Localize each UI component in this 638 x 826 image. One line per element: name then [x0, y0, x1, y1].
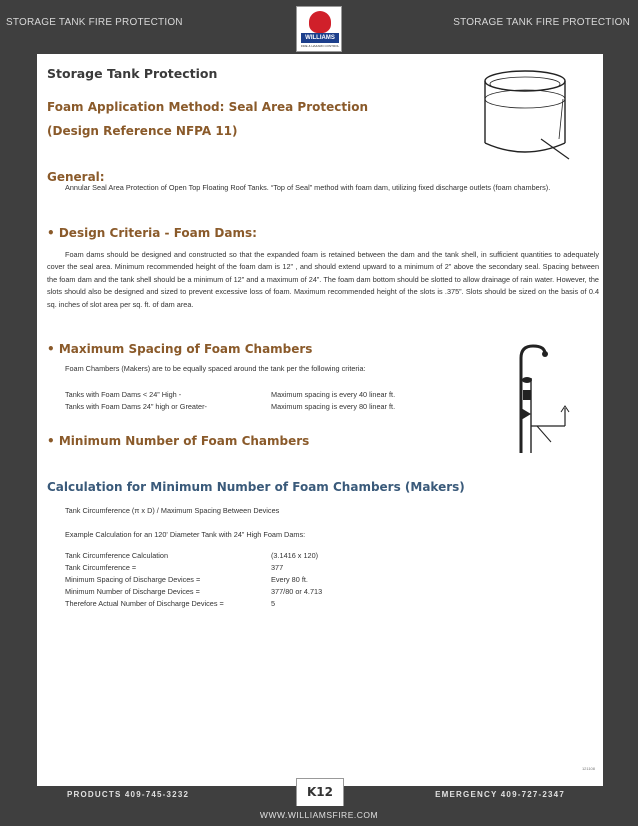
spacing-row-label: Tanks with Foam Dams < 24” High - [65, 390, 182, 399]
page-number: K12 [307, 785, 333, 799]
calc-row-value: Every 80 ft. [271, 575, 308, 584]
page-number-box [296, 778, 344, 806]
logo-text: WILLIAMS [305, 35, 335, 41]
williams-logo [296, 6, 342, 52]
spacing-row-value: Maximum spacing is every 40 linear ft. [271, 390, 396, 399]
calc-row-value: 377 [271, 563, 284, 572]
design-criteria-text: Foam dams should be designed and constructed so that the expanded foam is retained between the dam and the tank shell, in sufficient quantities to adequately cover the seal area. Minimum recommended height of the foam dam is 12” , and should extend upward to a minimum of 2” above the secondary seal. Spacing between the foam dam and the tank shell should be a minimum of 12” and a maximum of 24”. The foam dam bottom should be slotted to allow drainage of rain water. However, the slots should also be designed and sized to prevent excessive loss of foam. Maximum recommended height of the slots is .375”. Slots should be sized on the basis of 0.4 sq. inches of slot area per sq. ft. of dam area. [47, 250, 599, 309]
header-right-title: STORAGE TANK FIRE PROTECTION [453, 17, 630, 28]
calc-row-label: Therefore Actual Number of Discharge Devices = [65, 599, 224, 608]
design-criteria-heading: • Design Criteria - Foam Dams: [47, 226, 257, 240]
minimum-heading: • Minimum Number of Foam Chambers [47, 434, 310, 448]
page-title: Storage Tank Protection [47, 66, 218, 81]
foam-chamber-illustration [507, 338, 577, 458]
calc-row-label: Minimum Number of Discharge Devices = [65, 587, 200, 596]
calculation-example: Example Calculation for an 120' Diameter Tank with 24” High Foam Dams: [65, 530, 306, 539]
calc-row-value: 377/80 or 4.713 [271, 587, 323, 596]
document-code: 121108 [581, 766, 595, 771]
flame-icon [309, 11, 331, 33]
reference-heading: (Design Reference NFPA 11) [47, 124, 238, 138]
products-phone: PRODUCTS 409-745-3232 [67, 790, 190, 799]
spacing-row-label: Tanks with Foam Dams 24” high or Greater- [65, 402, 207, 411]
website-link[interactable]: WWW.WILLIAMSFIRE.COM [259, 810, 379, 820]
calculation-formula: Tank Circumference (π x D) / Maximum Spacing Between Devices [65, 506, 280, 515]
floating-roof-tank-illustration [477, 69, 577, 165]
spacing-row-value: Maximum spacing is every 80 linear ft. [271, 402, 396, 411]
emergency-phone: EMERGENCY 409-727-2347 [435, 790, 565, 799]
method-heading: Foam Application Method: Seal Area Protection [47, 100, 368, 114]
calc-row-value: (3.1416 x 120) [271, 551, 319, 560]
logo-subtext: FIRE & HAZARD CONTROL [300, 44, 340, 48]
document-page [37, 54, 603, 786]
calc-row-label: Tank Circumference Calculation [65, 551, 169, 560]
header-left-title: STORAGE TANK FIRE PROTECTION [6, 17, 183, 28]
general-text: Annular Seal Area Protection of Open Top Floating Roof Tanks. “Top of Seal” method with foam dam, utilizing fixed discharge outlets (foam chambers). [65, 183, 551, 192]
calc-row-label: Tank Circumference = [65, 563, 137, 572]
spacing-heading: • Maximum Spacing of Foam Chambers [47, 342, 313, 356]
calc-row-label: Minimum Spacing of Discharge Devices = [65, 575, 201, 584]
calc-row-value: 5 [271, 599, 276, 608]
general-heading: General: [47, 170, 105, 184]
calculation-heading: Calculation for Minimum Number of Foam Chambers (Makers) [47, 480, 465, 494]
spacing-text: Foam Chambers (Makers) are to be equally spaced around the tank per the following criteria: [65, 364, 366, 373]
